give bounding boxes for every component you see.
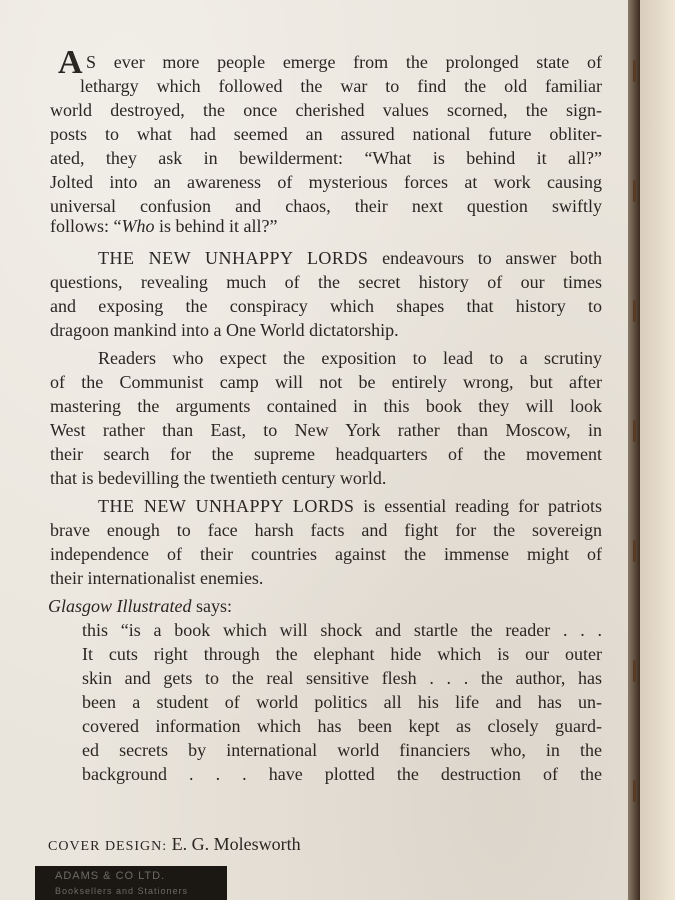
- quote-source: Glasgow Illustrated: [48, 596, 192, 616]
- text-line: posts to what had seemed an assured national future obliter-: [50, 124, 602, 144]
- text-line: questions, revealing much of the secret history of our times: [50, 272, 602, 292]
- credit-label: COVER DESIGN:: [48, 839, 168, 854]
- text-line: their search for the supreme headquarters of the movement: [50, 444, 602, 464]
- text-line: [50, 214, 602, 238]
- text-line: [98, 494, 602, 518]
- text-line: world destroyed, the once cherished values scorned, the sign-: [50, 100, 602, 120]
- quote-line: skin and gets to the real sensitive flesh . . . the author, has: [82, 668, 602, 688]
- quote-line: covered information which has been kept as closely guard-: [82, 716, 602, 736]
- quote-line: It cuts right through the elephant hide which is our outer: [82, 644, 602, 664]
- text-line: independence of their countries against the immense might of: [50, 544, 602, 564]
- text-span: is essential reading for patriots: [354, 496, 602, 516]
- text-line: universal confusion and chaos, their next question swiftly: [50, 196, 602, 216]
- quote-line: background . . . have plotted the destruction of the: [82, 764, 602, 784]
- text-span: is behind it all?”: [154, 216, 278, 236]
- text-line: Readers who expect the exposition to lead to a scrutiny: [98, 348, 602, 368]
- quote-line: ed secrets by international world financiers who, in the: [82, 740, 602, 760]
- binding-thread-mark: [633, 300, 636, 322]
- quote-line: this “is a book which will shock and startle the reader . . .: [82, 620, 602, 640]
- text-span: endeavours to answer both: [368, 248, 602, 268]
- quote-line: been a student of world politics all his life and has un-: [82, 692, 602, 712]
- drop-cap: A: [58, 44, 83, 81]
- text-line: dragoon mankind into a One World dictatorship.: [50, 320, 399, 340]
- text-line: of the Communist camp will not be entirely wrong, but after: [50, 372, 602, 392]
- binding-thread-mark: [633, 780, 636, 802]
- stamp-line: Booksellers and Stationers: [55, 886, 189, 896]
- text-line: their internationalist enemies.: [50, 568, 264, 588]
- text-line: lethargy which followed the war to find the old familiar: [80, 76, 602, 96]
- binding-thread-mark: [633, 660, 636, 682]
- text-span: follows: “: [50, 216, 122, 236]
- text-line: S ever more people emerge from the prolonged state of: [86, 52, 602, 72]
- adjacent-page: [640, 0, 675, 900]
- quote-source-line: [48, 594, 600, 618]
- stamp-line: ADAMS & CO LTD.: [55, 870, 166, 882]
- text-span: says:: [191, 596, 233, 616]
- cover-design-credit: [48, 832, 301, 856]
- bookseller-stamp: [35, 866, 227, 900]
- text-line: that is bedevilling the twentieth century world.: [50, 468, 387, 488]
- binding-thread-mark: [633, 60, 636, 82]
- text-line: ated, they ask in bewilderment: “What is behind it all?”: [50, 148, 602, 168]
- binding-thread-mark: [633, 420, 636, 442]
- emphasis-text: Who: [121, 216, 155, 236]
- text-line: Jolted into an awareness of mysterious forces at work causing: [50, 172, 602, 192]
- text-line: and exposing the conspiracy which shapes that history to: [50, 296, 602, 316]
- text-line: West rather than East, to New York rather than Moscow, in: [50, 420, 602, 440]
- book-title: THE NEW UNHAPPY LORDS: [98, 496, 355, 516]
- text-line: [98, 246, 602, 270]
- text-line: brave enough to face harsh facts and fight for the sovereign: [50, 520, 602, 540]
- binding-thread-mark: [633, 540, 636, 562]
- book-title: THE NEW UNHAPPY LORDS: [98, 248, 369, 268]
- binding-thread-mark: [633, 180, 636, 202]
- text-line: mastering the arguments contained in this book they will look: [50, 396, 602, 416]
- page-edge-shadow: [628, 0, 640, 900]
- credit-name: E. G. Molesworth: [167, 834, 301, 854]
